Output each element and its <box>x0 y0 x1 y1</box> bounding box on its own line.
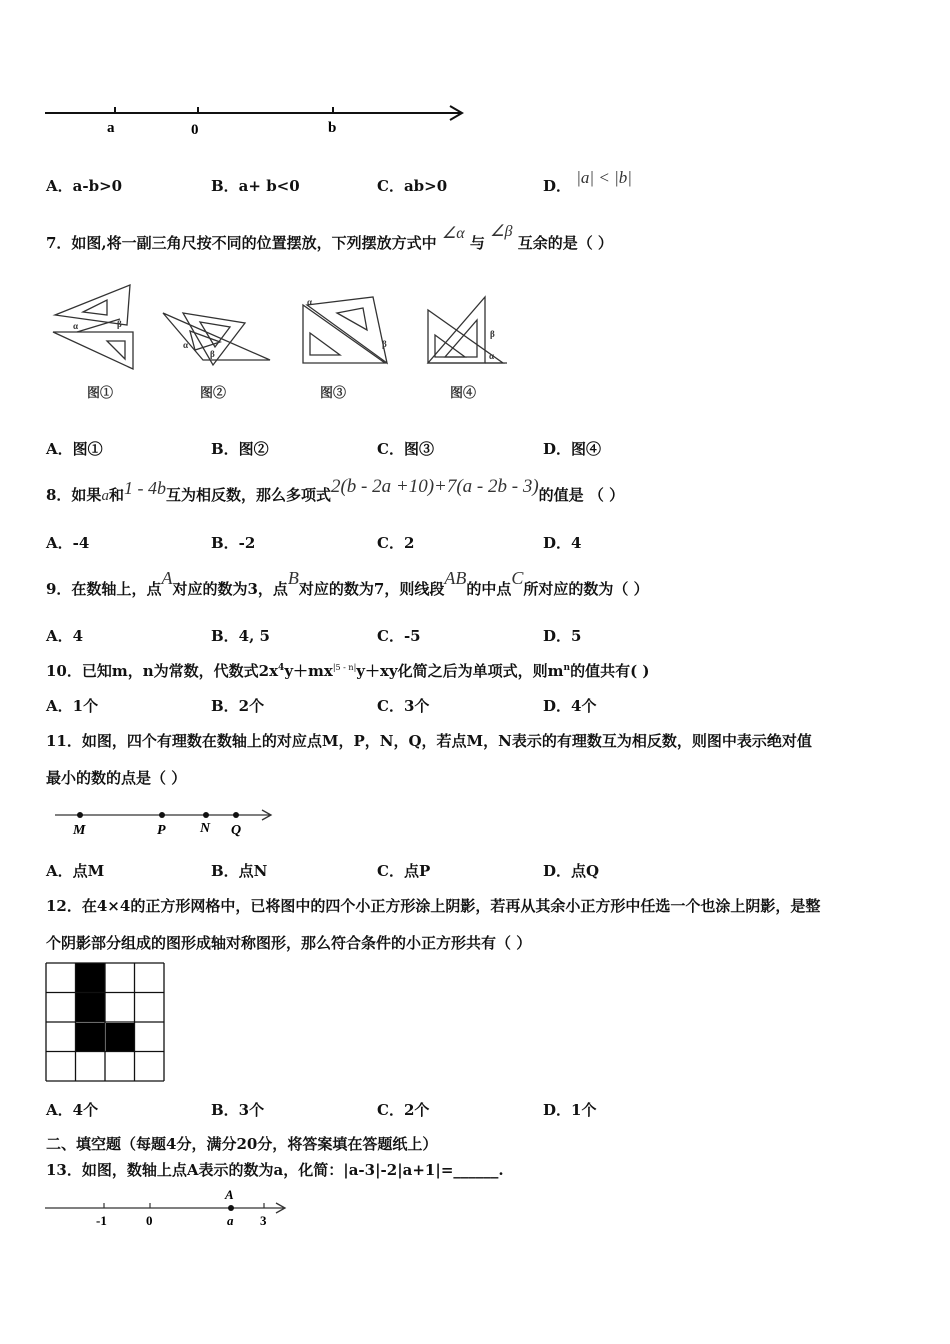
q10-option-b[interactable]: B．2个 <box>211 697 265 715</box>
fig-label-4: 图④ <box>450 385 477 400</box>
q10-t4: 的值共有( ) <box>570 662 650 680</box>
q10-sup2: |5 - n| <box>332 663 357 672</box>
q12-grid <box>45 962 167 1084</box>
svg-text:α: α <box>183 340 189 350</box>
number-line-q6 <box>40 95 470 145</box>
q8-option-c[interactable]: C．2 <box>377 534 415 552</box>
q12-option-b[interactable]: B．3个 <box>211 1101 265 1119</box>
q9-t5: 所对应的数为（ ） <box>523 580 649 598</box>
nl1-label-a: a <box>107 120 115 136</box>
figure-3 <box>303 297 387 400</box>
q7-option-d[interactable]: D．图④ <box>543 440 602 458</box>
q7-figures <box>45 275 525 410</box>
q9-option-c[interactable]: C．-5 <box>377 627 421 645</box>
q13-tick-minus1: -1 <box>96 1213 107 1228</box>
q6-option-d[interactable] <box>543 168 632 196</box>
q8-text-pre: 8．如果 <box>46 486 102 504</box>
question-8-text <box>46 476 625 506</box>
q9-t2: 对应的数为3，点 <box>172 580 288 598</box>
q9-option-d[interactable]: D．5 <box>543 627 582 645</box>
q8-option-d[interactable]: D．4 <box>543 534 582 552</box>
q8-option-b[interactable]: B．-2 <box>211 534 256 552</box>
q7-mid: 与 <box>469 234 485 252</box>
question-9-text <box>46 568 649 599</box>
q11-point-p: P <box>157 823 166 838</box>
number-line-q11 <box>50 800 280 845</box>
q7-option-c[interactable]: C．图③ <box>377 440 434 458</box>
q9-point-c: C <box>511 568 524 588</box>
q8-and: 和 <box>108 486 124 504</box>
figure-4 <box>428 297 507 400</box>
q8-expr2: 2(b - 2a +10)+7(a - 2b - 3) <box>330 476 539 497</box>
q11-option-a[interactable]: A．点M <box>46 862 105 880</box>
q9-t1: 9．在数轴上，点 <box>46 580 162 598</box>
figure-1 <box>53 285 133 400</box>
q9-point-a: A <box>161 568 173 588</box>
shaded-cell <box>106 1023 135 1052</box>
q7-option-a[interactable]: A．图① <box>46 440 103 458</box>
q10-sup1: 4 <box>278 663 285 673</box>
svg-text:α: α <box>307 297 313 307</box>
question-7-text <box>46 223 613 253</box>
q6-option-c[interactable]: C．ab>0 <box>377 177 448 195</box>
nl1-label-b: b <box>328 120 337 136</box>
q6-option-a[interactable]: A．a-b>0 <box>46 177 123 195</box>
q6-option-d-prefix: D． <box>543 177 572 195</box>
fig-label-1: 图① <box>87 385 114 400</box>
q12-option-a[interactable]: A．4个 <box>46 1101 99 1119</box>
q8-option-a[interactable]: A．-4 <box>46 534 90 552</box>
q12-option-c[interactable]: C．2个 <box>377 1101 430 1119</box>
q10-t1: 10．已知m，n为常数，代数式2x <box>46 662 279 680</box>
svg-text:β: β <box>117 319 122 329</box>
q11-option-b[interactable]: B．点N <box>211 862 268 880</box>
question-11-line2: 最小的数的点是（ ） <box>46 769 187 787</box>
q13-tick-3: 3 <box>260 1213 267 1228</box>
q11-option-c[interactable]: C．点P <box>377 862 431 880</box>
number-line-q13 <box>42 1185 292 1230</box>
q9-t3: 对应的数为7，则线段 <box>298 580 445 598</box>
q8-text-mid: 互为相反数，那么多项式 <box>165 486 331 504</box>
q6-option-d-expr: |a| < |b| <box>576 168 632 187</box>
figure-2 <box>163 313 270 400</box>
q13-point-label-a: A <box>225 1187 234 1202</box>
q7-beta: ∠β <box>490 223 513 240</box>
q10-option-c[interactable]: C．3个 <box>377 697 430 715</box>
svg-text:α: α <box>489 351 495 361</box>
svg-text:β: β <box>490 329 495 339</box>
q8-expr1: 1 - 4b <box>123 478 166 498</box>
q7-text-pre: 7．如图,将一副三角尺按不同的位置摆放，下列摆放方式中 <box>46 234 437 252</box>
q9-point-b: B <box>287 568 299 588</box>
q11-point-m: M <box>73 823 86 838</box>
q6-option-b[interactable]: B．a+ b<0 <box>211 177 300 195</box>
q8-var-a: a <box>101 488 109 504</box>
question-12-line1: 12．在4×4的正方形网格中，已将图中的四个小正方形涂上阴影，若再从其余小正方形中任选一个也涂上阴影，是整 <box>46 897 821 915</box>
q7-text-post: 互余的是（ ） <box>517 234 613 252</box>
shaded-cell <box>76 1023 105 1052</box>
question-13-text: 13．如图，数轴上点A表示的数为a，化简：|a-3|-2|a+1|=______. <box>46 1161 504 1179</box>
question-12-line2: 个阴影部分组成的图形成轴对称图形，那么符合条件的小正方形共有（ ） <box>46 934 532 952</box>
q11-point-n: N <box>200 821 211 836</box>
nl1-label-0: 0 <box>191 122 199 138</box>
svg-text:α: α <box>73 321 79 331</box>
q7-option-b[interactable]: B．图② <box>211 440 269 458</box>
q9-t4: 的中点 <box>466 580 512 598</box>
q10-sup3: n <box>563 663 571 673</box>
q12-option-d[interactable]: D．1个 <box>543 1101 597 1119</box>
q13-tick-0: 0 <box>146 1213 153 1228</box>
question-11-line1: 11．如图，四个有理数在数轴上的对应点M，P，N，Q，若点M，N表示的有理数互为相反数，则图中表示绝对值 <box>46 732 812 750</box>
q7-alpha: ∠α <box>441 225 465 242</box>
q13-tick-a: a <box>227 1213 234 1228</box>
q10-t2: y＋mx <box>284 662 333 680</box>
q10-option-d[interactable]: D．4个 <box>543 697 597 715</box>
shaded-cell <box>76 963 105 992</box>
shaded-cell <box>76 993 105 1022</box>
q11-point-q: Q <box>231 823 242 838</box>
q9-option-b[interactable]: B．4, 5 <box>211 627 270 645</box>
q11-option-d[interactable]: D．点Q <box>543 862 600 880</box>
q9-option-a[interactable]: A．4 <box>46 627 84 645</box>
fig-label-3: 图③ <box>320 385 347 400</box>
q10-option-a[interactable]: A．1个 <box>46 697 99 715</box>
fig-label-2: 图② <box>200 385 227 400</box>
q10-t3: y＋xy化简之后为单项式，则m <box>356 662 564 680</box>
q9-segment-ab: AB <box>444 568 467 588</box>
q8-text-post: 的值是 （ ） <box>538 486 625 504</box>
svg-text:β: β <box>382 339 387 349</box>
section-2-title: 二、填空题（每题4分，满分20分，将答案填在答题纸上） <box>46 1135 438 1153</box>
svg-text:β: β <box>210 349 215 359</box>
question-10-text <box>46 660 649 681</box>
